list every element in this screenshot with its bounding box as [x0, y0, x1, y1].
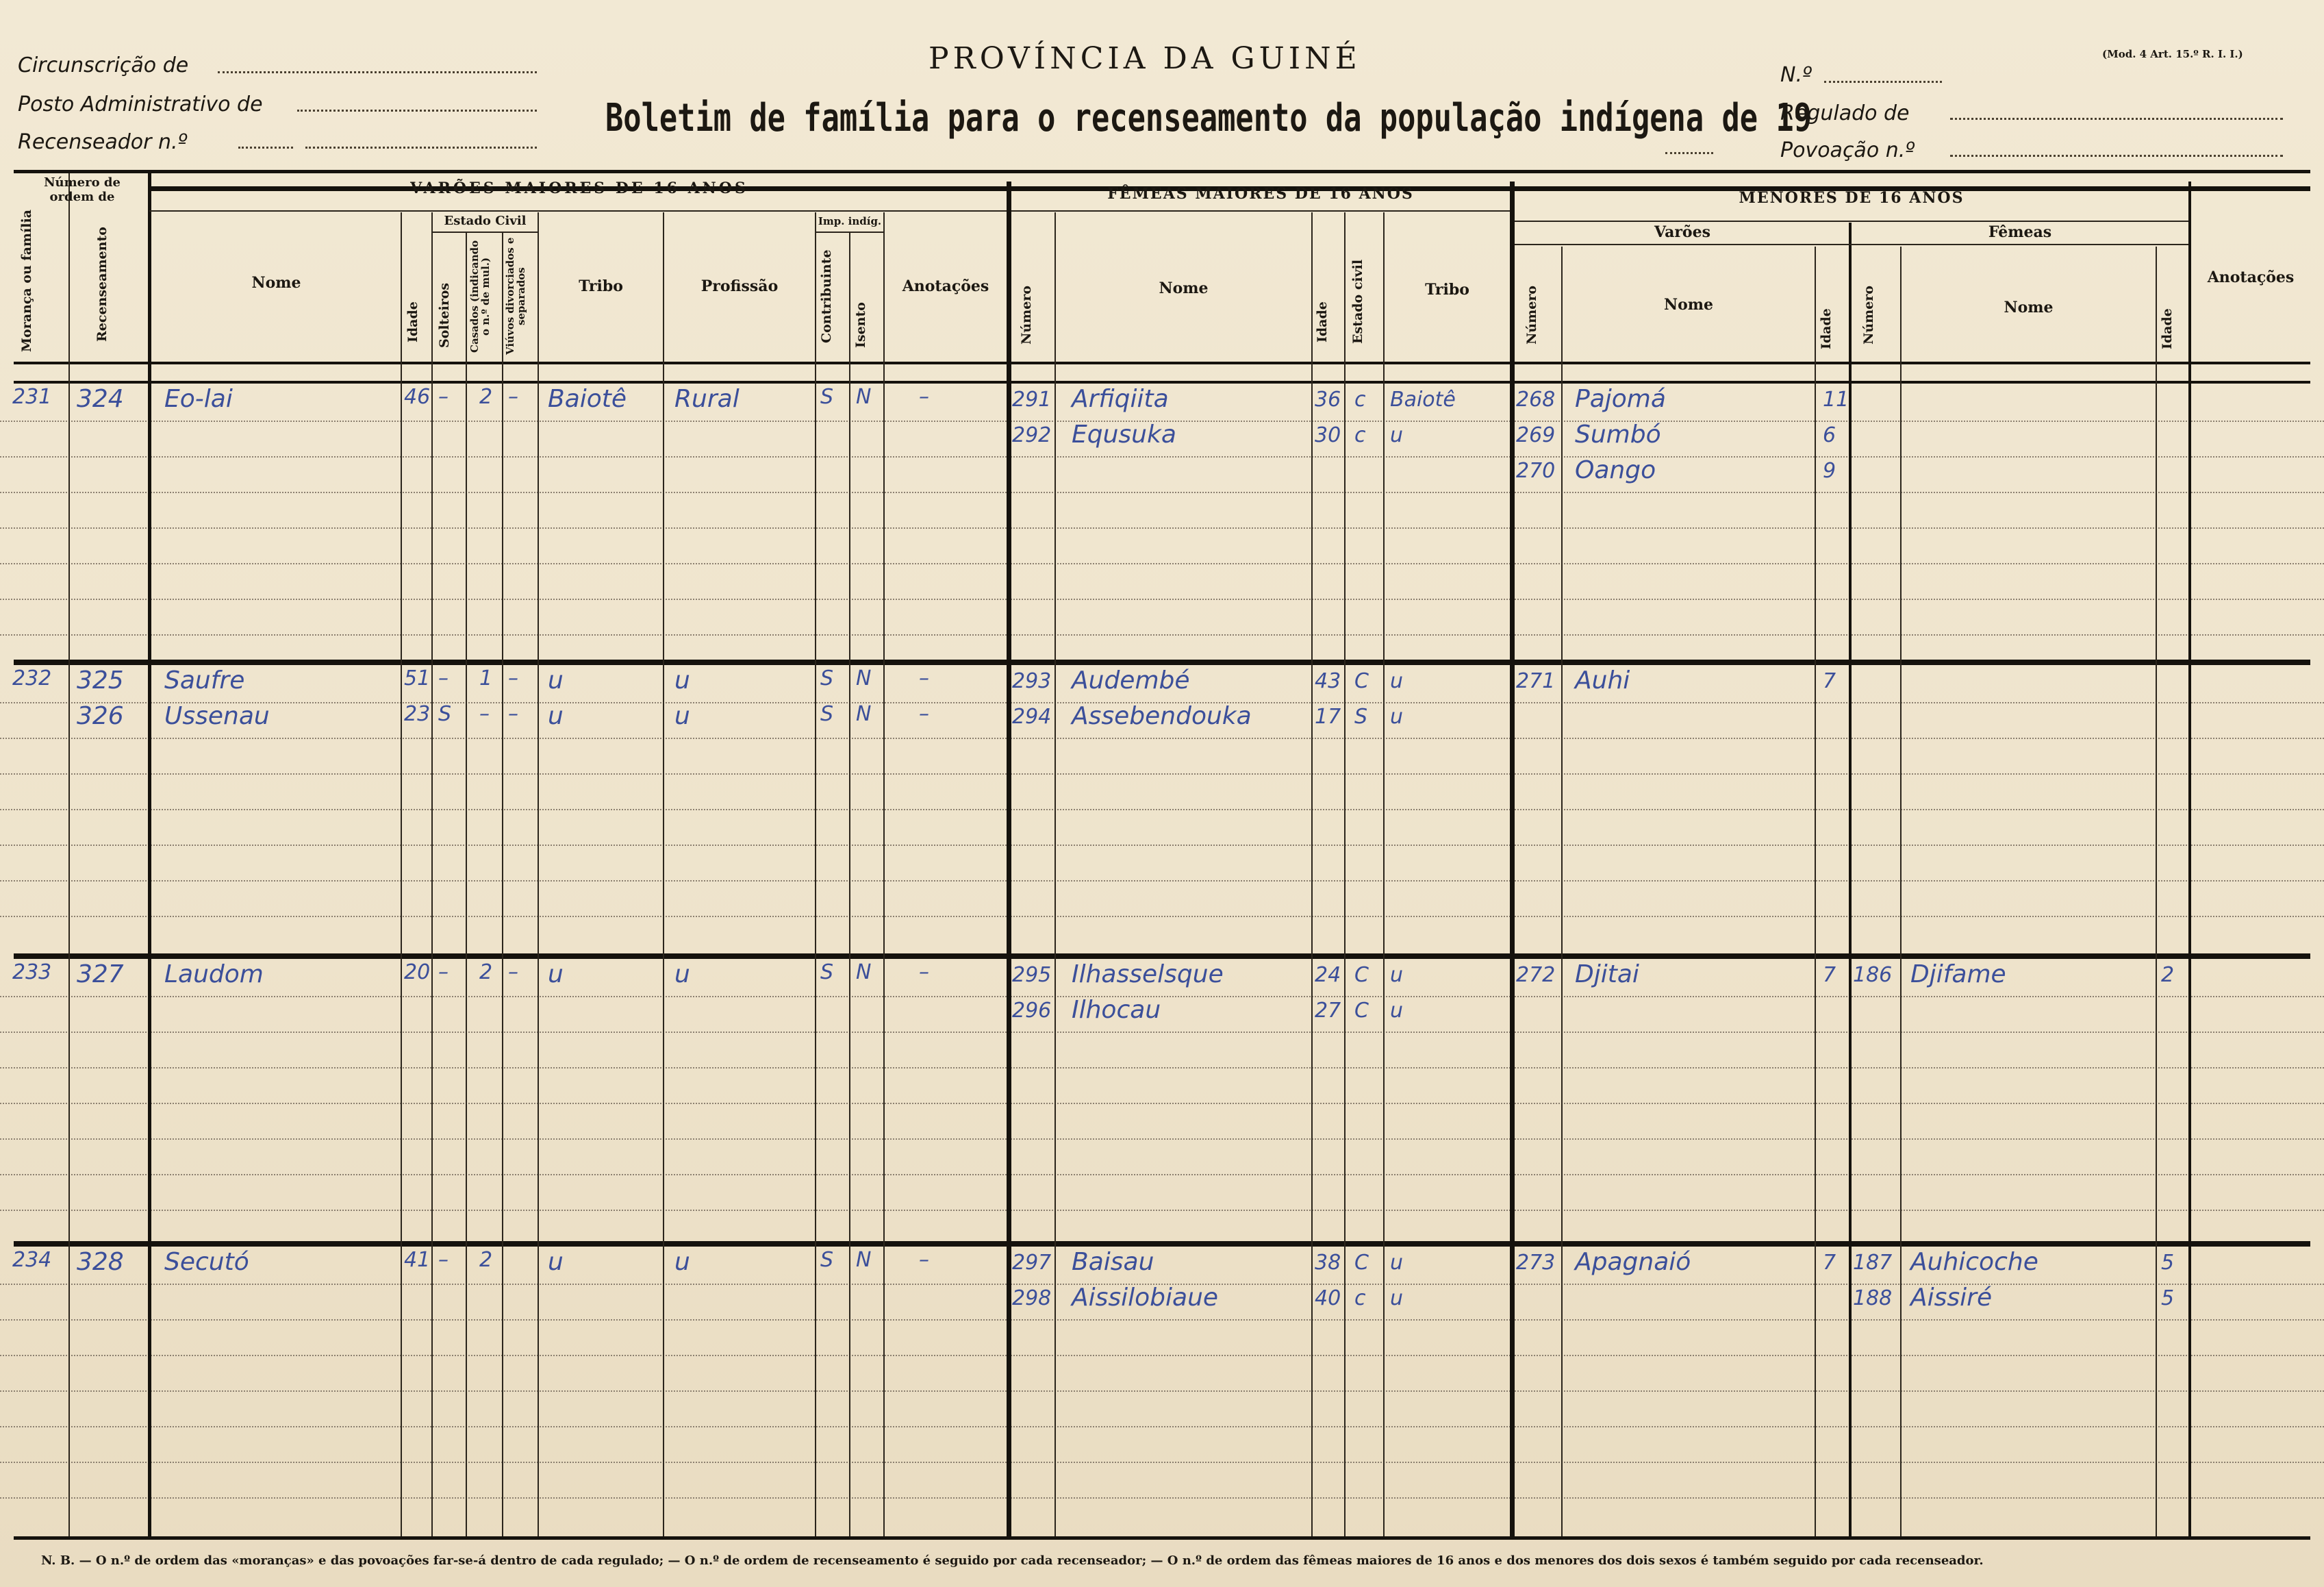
menores-femeas-header: Fêmeas	[1988, 223, 2052, 241]
writing-rule	[0, 845, 2324, 846]
male-age[interactable]: 41	[404, 1248, 431, 1272]
female-tribe[interactable]: u	[1390, 963, 1404, 987]
female-age[interactable]: 43	[1315, 669, 1341, 693]
male-isento[interactable]: N	[856, 702, 872, 726]
povoacao-field[interactable]	[1950, 155, 2283, 157]
col-line	[1311, 212, 1313, 1536]
recenseamento-number[interactable]: 328	[77, 1248, 124, 1276]
female-name[interactable]: Ilhasselsque	[1072, 960, 1224, 988]
recenseamento-number[interactable]: 327	[77, 960, 124, 988]
recenseamento-header: Recenseamento	[94, 227, 110, 342]
male-tribe[interactable]: Baiotê	[548, 385, 627, 413]
male-profession[interactable]: Rural	[674, 385, 740, 413]
boy-name[interactable]: Pajomá	[1575, 385, 1666, 413]
numero-field[interactable]	[1824, 81, 1942, 83]
subheader-rule	[1011, 210, 1510, 212]
boy-name[interactable]: Djitai	[1575, 960, 1639, 988]
footnote: N. B. — O n.º de ordem das «moranças» e das povoações far-se-á dentro de cada regulado; — O n.º de ordem de recenseamento é seguido por cada recenseador; — O n.º de ordem das fêmeas maiores de 16 anos e dos menores dos dois sexos é também seguido por cada recenseador.	[41, 1553, 1984, 1568]
posto-field[interactable]	[297, 110, 537, 112]
female-age[interactable]: 38	[1315, 1251, 1341, 1275]
col-line	[538, 212, 539, 1536]
col-line	[849, 233, 850, 1536]
menores-varoes-nome-header: Nome	[1663, 296, 1714, 314]
col-line	[1900, 247, 1902, 1536]
writing-rule	[0, 1462, 2324, 1463]
girl-name[interactable]: Auhicoche	[1910, 1248, 2038, 1276]
boy-name[interactable]: Oango	[1575, 456, 1656, 484]
female-name[interactable]: Baisau	[1072, 1248, 1154, 1276]
male-isento[interactable]: N	[856, 1248, 872, 1272]
col-line	[1344, 212, 1346, 1536]
numero-ordem-header: Número de ordem de	[44, 175, 121, 204]
male-age[interactable]: 46	[404, 385, 431, 409]
male-profession[interactable]: u	[674, 1248, 690, 1276]
male-age[interactable]: 51	[404, 666, 431, 690]
writing-rule	[0, 1174, 2324, 1175]
male-solteiro[interactable]: S	[438, 702, 452, 726]
female-number[interactable]: 296	[1012, 999, 1052, 1023]
male-contribuinte[interactable]: S	[820, 702, 834, 726]
nome-header: Nome	[251, 274, 301, 292]
femeas-group-header: FÊMEAS MAIORES DE 16 ANOS	[1107, 185, 1414, 203]
male-casado[interactable]: 2	[479, 1248, 493, 1272]
female-tribe[interactable]: u	[1390, 669, 1404, 693]
group-separator-3	[14, 1241, 2310, 1247]
circunscricao-label: Circunscrição de	[18, 53, 189, 77]
tribo-header: Tribo	[579, 277, 623, 295]
female-number[interactable]: 292	[1012, 423, 1052, 447]
estado-civil-rule	[431, 232, 538, 233]
male-name[interactable]: Saufre	[164, 666, 245, 695]
writing-rule	[0, 1390, 2324, 1392]
menores-femeas-idade-header: Idade	[2160, 308, 2175, 349]
female-name[interactable]: Aissilobiaue	[1072, 1284, 1219, 1312]
male-tribe[interactable]: u	[548, 960, 564, 988]
isento-header: Isento	[853, 302, 868, 349]
female-tribe[interactable]: u	[1390, 1286, 1404, 1310]
group-separator-2	[14, 953, 2310, 959]
col-line-heavy	[1007, 182, 1011, 1536]
male-tribe[interactable]: u	[548, 1248, 564, 1276]
writing-rule	[0, 996, 2324, 997]
province-title: PROVÍNCIA DA GUINÉ	[929, 41, 1361, 76]
boy-number[interactable]: 268	[1516, 388, 1556, 412]
circunscricao-field[interactable]	[218, 71, 537, 73]
male-contribuinte[interactable]: S	[820, 666, 834, 690]
menores-varoes-numero-header: Número	[1524, 285, 1539, 345]
col-line	[431, 212, 433, 1536]
girl-name[interactable]: Djifame	[1910, 960, 2006, 988]
col-line	[1815, 247, 1816, 1536]
estado-civil-header: Estado Civil	[444, 214, 527, 228]
male-isento[interactable]: N	[856, 385, 872, 409]
moranca-number[interactable]: 234	[12, 1248, 52, 1272]
male-notes[interactable]: –	[919, 702, 929, 726]
writing-rule	[0, 1067, 2324, 1069]
male-tribe[interactable]: u	[548, 666, 564, 695]
menores-varoes-header: Varões	[1654, 223, 1710, 241]
male-isento[interactable]: N	[856, 666, 872, 690]
femeas-estado-civil-header: Estado civil	[1350, 259, 1365, 344]
recenseamento-number[interactable]: 326	[77, 702, 124, 730]
female-civil-state[interactable]: S	[1354, 705, 1368, 729]
posto-label: Posto Administrativo de	[18, 92, 263, 116]
writing-rule	[0, 1497, 2324, 1499]
girl-name[interactable]: Aissiré	[1910, 1284, 1993, 1312]
subheader-rule	[1515, 221, 2188, 222]
writing-rule	[0, 880, 2324, 882]
male-notes[interactable]: –	[919, 1248, 929, 1272]
boy-age[interactable]: 7	[1823, 963, 1836, 987]
female-age[interactable]: 36	[1315, 388, 1341, 412]
menores-femeas-numero-header: Número	[1861, 285, 1876, 345]
col-line	[2156, 247, 2157, 1536]
female-civil-state[interactable]: C	[1354, 963, 1369, 987]
writing-rule	[0, 809, 2324, 810]
female-tribe[interactable]: u	[1390, 423, 1404, 447]
femeas-tribo-header: Tribo	[1425, 281, 1469, 299]
writing-rule	[0, 634, 2324, 636]
col-line	[1383, 212, 1385, 1536]
female-civil-state[interactable]: c	[1354, 423, 1366, 447]
menores-group-header: MENORES DE 16 ANOS	[1739, 189, 1965, 207]
male-age[interactable]: 20	[404, 960, 431, 984]
boy-name[interactable]: Apagnaió	[1575, 1248, 1691, 1276]
moranca-header: Morança ou família	[19, 210, 34, 352]
year-field[interactable]	[1665, 152, 1713, 154]
writing-rule	[0, 1426, 2324, 1427]
boy-age[interactable]: 9	[1823, 459, 1836, 483]
boy-number[interactable]: 269	[1516, 423, 1556, 447]
solteiros-header: Solteiros	[437, 282, 452, 348]
boy-age[interactable]: 7	[1823, 669, 1836, 693]
regulado-field[interactable]	[1950, 118, 2283, 120]
col-line	[1561, 247, 1563, 1536]
male-solteiro[interactable]: –	[438, 1248, 449, 1272]
female-tribe[interactable]: u	[1390, 705, 1404, 729]
table-bottom-border	[14, 1536, 2310, 1540]
male-casado[interactable]: 2	[479, 385, 493, 409]
boy-age[interactable]: 11	[1823, 388, 1849, 412]
writing-rule	[0, 1355, 2324, 1356]
writing-rule	[0, 916, 2324, 917]
male-contribuinte[interactable]: S	[820, 960, 834, 984]
female-tribe[interactable]: Baiotê	[1390, 388, 1456, 412]
boy-number[interactable]: 273	[1516, 1251, 1556, 1275]
female-number[interactable]: 293	[1012, 669, 1052, 693]
regulado-label: Regulado de	[1780, 101, 1910, 125]
col-line	[466, 233, 467, 1536]
male-isento[interactable]: N	[856, 960, 872, 984]
female-age[interactable]: 27	[1315, 999, 1341, 1023]
male-casado[interactable]: –	[479, 702, 490, 726]
male-solteiro[interactable]: –	[438, 960, 449, 984]
male-notes[interactable]: –	[919, 385, 929, 409]
col-line	[663, 212, 664, 1536]
boy-number[interactable]: 270	[1516, 459, 1556, 483]
writing-rule	[0, 1032, 2324, 1033]
writing-rule	[0, 1138, 2324, 1140]
boy-age[interactable]: 7	[1823, 1251, 1836, 1275]
male-profession[interactable]: u	[674, 666, 690, 695]
female-tribe[interactable]: u	[1390, 999, 1404, 1023]
female-name[interactable]: Arfiqiita	[1072, 385, 1169, 413]
female-tribe[interactable]: u	[1390, 1251, 1404, 1275]
subheader-rule	[1515, 244, 2188, 245]
male-viuvo[interactable]: –	[508, 702, 518, 726]
female-age[interactable]: 17	[1315, 705, 1341, 729]
povoacao-label: Povoação n.º	[1780, 138, 1915, 162]
female-civil-state[interactable]: C	[1354, 669, 1369, 693]
female-number[interactable]: 298	[1012, 1286, 1052, 1310]
male-casado[interactable]: 2	[479, 960, 493, 984]
contribuinte-header: Contribuinte	[819, 249, 834, 343]
male-tribe[interactable]: u	[548, 702, 564, 730]
model-reference: (Mod. 4 Art. 15.º R. I. I.)	[2102, 48, 2243, 60]
imp-indig-header: Imp. indíg.	[818, 215, 882, 227]
col-line	[2188, 182, 2191, 1536]
male-profession[interactable]: u	[674, 702, 690, 730]
girl-number[interactable]: 187	[1853, 1251, 1893, 1275]
recenseador-number-field[interactable]	[238, 147, 293, 149]
writing-rule	[0, 492, 2324, 493]
femeas-idade-header: Idade	[1315, 301, 1330, 342]
subheader-rule	[149, 210, 1007, 212]
col-line-heavy	[1510, 182, 1515, 1536]
group-separator-1	[14, 660, 2310, 665]
male-notes[interactable]: –	[919, 960, 929, 984]
table-top-border	[14, 170, 2310, 173]
girl-number[interactable]: 188	[1853, 1286, 1893, 1310]
boy-name[interactable]: Sumbó	[1575, 421, 1661, 449]
col-line	[815, 212, 816, 1536]
writing-rule	[0, 738, 2324, 739]
male-viuvo[interactable]: –	[508, 385, 518, 409]
male-solteiro[interactable]: –	[438, 666, 449, 690]
col-line	[68, 173, 70, 1536]
femeas-nome-header: Nome	[1159, 279, 1209, 297]
female-civil-state[interactable]: C	[1354, 1251, 1369, 1275]
col-line	[148, 173, 151, 1536]
male-viuvo[interactable]: –	[508, 666, 518, 690]
boy-number[interactable]: 271	[1516, 669, 1556, 693]
female-civil-state[interactable]: C	[1354, 999, 1369, 1023]
profissao-header: Profissão	[700, 277, 779, 295]
writing-rule	[0, 1103, 2324, 1104]
numero-label: N.º	[1780, 63, 1813, 87]
col-line	[883, 212, 885, 1536]
anotacoes-final-header: Anotações	[2207, 268, 2295, 286]
recenseador-label: Recenseador n.º	[18, 130, 188, 154]
data-top-rule	[14, 381, 2310, 384]
menores-femeas-nome-header: Nome	[2004, 299, 2054, 316]
boy-number[interactable]: 272	[1516, 963, 1556, 987]
writing-rule	[0, 599, 2324, 600]
female-age[interactable]: 30	[1315, 423, 1341, 447]
moranca-number[interactable]: 231	[12, 385, 52, 409]
viuvos-header: Viúvos divorciados e separados	[504, 237, 527, 355]
female-name[interactable]: Ilhocau	[1072, 996, 1161, 1024]
imp-indig-rule	[815, 232, 883, 233]
male-contribuinte[interactable]: S	[820, 1248, 834, 1272]
col-line	[401, 212, 402, 1536]
moranca-number[interactable]: 232	[12, 666, 52, 690]
form-title: Boletim de família para o recenseamento da população indígena de 19	[605, 96, 1812, 140]
casados-header: Casados (indicando o n.º de mul.)	[468, 240, 492, 353]
female-number[interactable]: 297	[1012, 1251, 1052, 1275]
male-solteiro[interactable]: –	[438, 385, 449, 409]
male-name[interactable]: Laudom	[164, 960, 264, 988]
female-number[interactable]: 294	[1012, 705, 1052, 729]
male-profession[interactable]: u	[674, 960, 690, 988]
writing-rule	[0, 456, 2324, 458]
varoes-group-header: VARÕES MAIORES DE 16 ANOS	[410, 179, 748, 197]
col-line	[502, 233, 503, 1536]
female-name[interactable]: Equsuka	[1072, 421, 1176, 449]
idade-header: Idade	[405, 301, 420, 342]
writing-rule	[0, 773, 2324, 775]
writing-rule	[0, 1210, 2324, 1211]
recenseamento-number[interactable]: 325	[77, 666, 124, 695]
male-viuvo[interactable]: –	[508, 960, 518, 984]
writing-rule	[0, 1319, 2324, 1321]
male-notes[interactable]: –	[919, 666, 929, 690]
girl-age[interactable]: 2	[2161, 963, 2175, 987]
female-number[interactable]: 291	[1012, 388, 1052, 412]
col-line	[1849, 223, 1852, 1536]
female-name[interactable]: Assebendouka	[1072, 702, 1252, 730]
recenseador-name-field[interactable]	[305, 147, 537, 149]
anotacoes-header: Anotações	[902, 277, 989, 295]
male-casado[interactable]: 1	[479, 666, 493, 690]
female-civil-state[interactable]: c	[1354, 388, 1366, 412]
boy-age[interactable]: 6	[1823, 423, 1836, 447]
header-bottom-rule	[14, 362, 2310, 364]
girl-number[interactable]: 186	[1853, 963, 1893, 987]
writing-rule	[0, 527, 2324, 529]
female-number[interactable]: 295	[1012, 963, 1052, 987]
boy-name[interactable]: Auhi	[1575, 666, 1630, 695]
menores-varoes-idade-header: Idade	[1819, 308, 1834, 349]
male-name[interactable]: Secutó	[164, 1248, 249, 1276]
female-name[interactable]: Audembé	[1072, 666, 1190, 695]
writing-rule	[0, 563, 2324, 564]
male-contribuinte[interactable]: S	[820, 385, 834, 409]
girl-age[interactable]: 5	[2161, 1251, 2175, 1275]
recenseamento-number[interactable]: 324	[77, 385, 124, 413]
male-name[interactable]: Eo-lai	[164, 385, 233, 413]
male-age[interactable]: 23	[404, 702, 431, 726]
female-age[interactable]: 40	[1315, 1286, 1341, 1310]
female-civil-state[interactable]: c	[1354, 1286, 1366, 1310]
male-name[interactable]: Ussenau	[164, 702, 270, 730]
moranca-number[interactable]: 233	[12, 960, 52, 984]
girl-age[interactable]: 5	[2161, 1286, 2175, 1310]
female-age[interactable]: 24	[1315, 963, 1341, 987]
femeas-numero-header: Número	[1019, 285, 1034, 345]
col-line	[1054, 212, 1056, 1536]
